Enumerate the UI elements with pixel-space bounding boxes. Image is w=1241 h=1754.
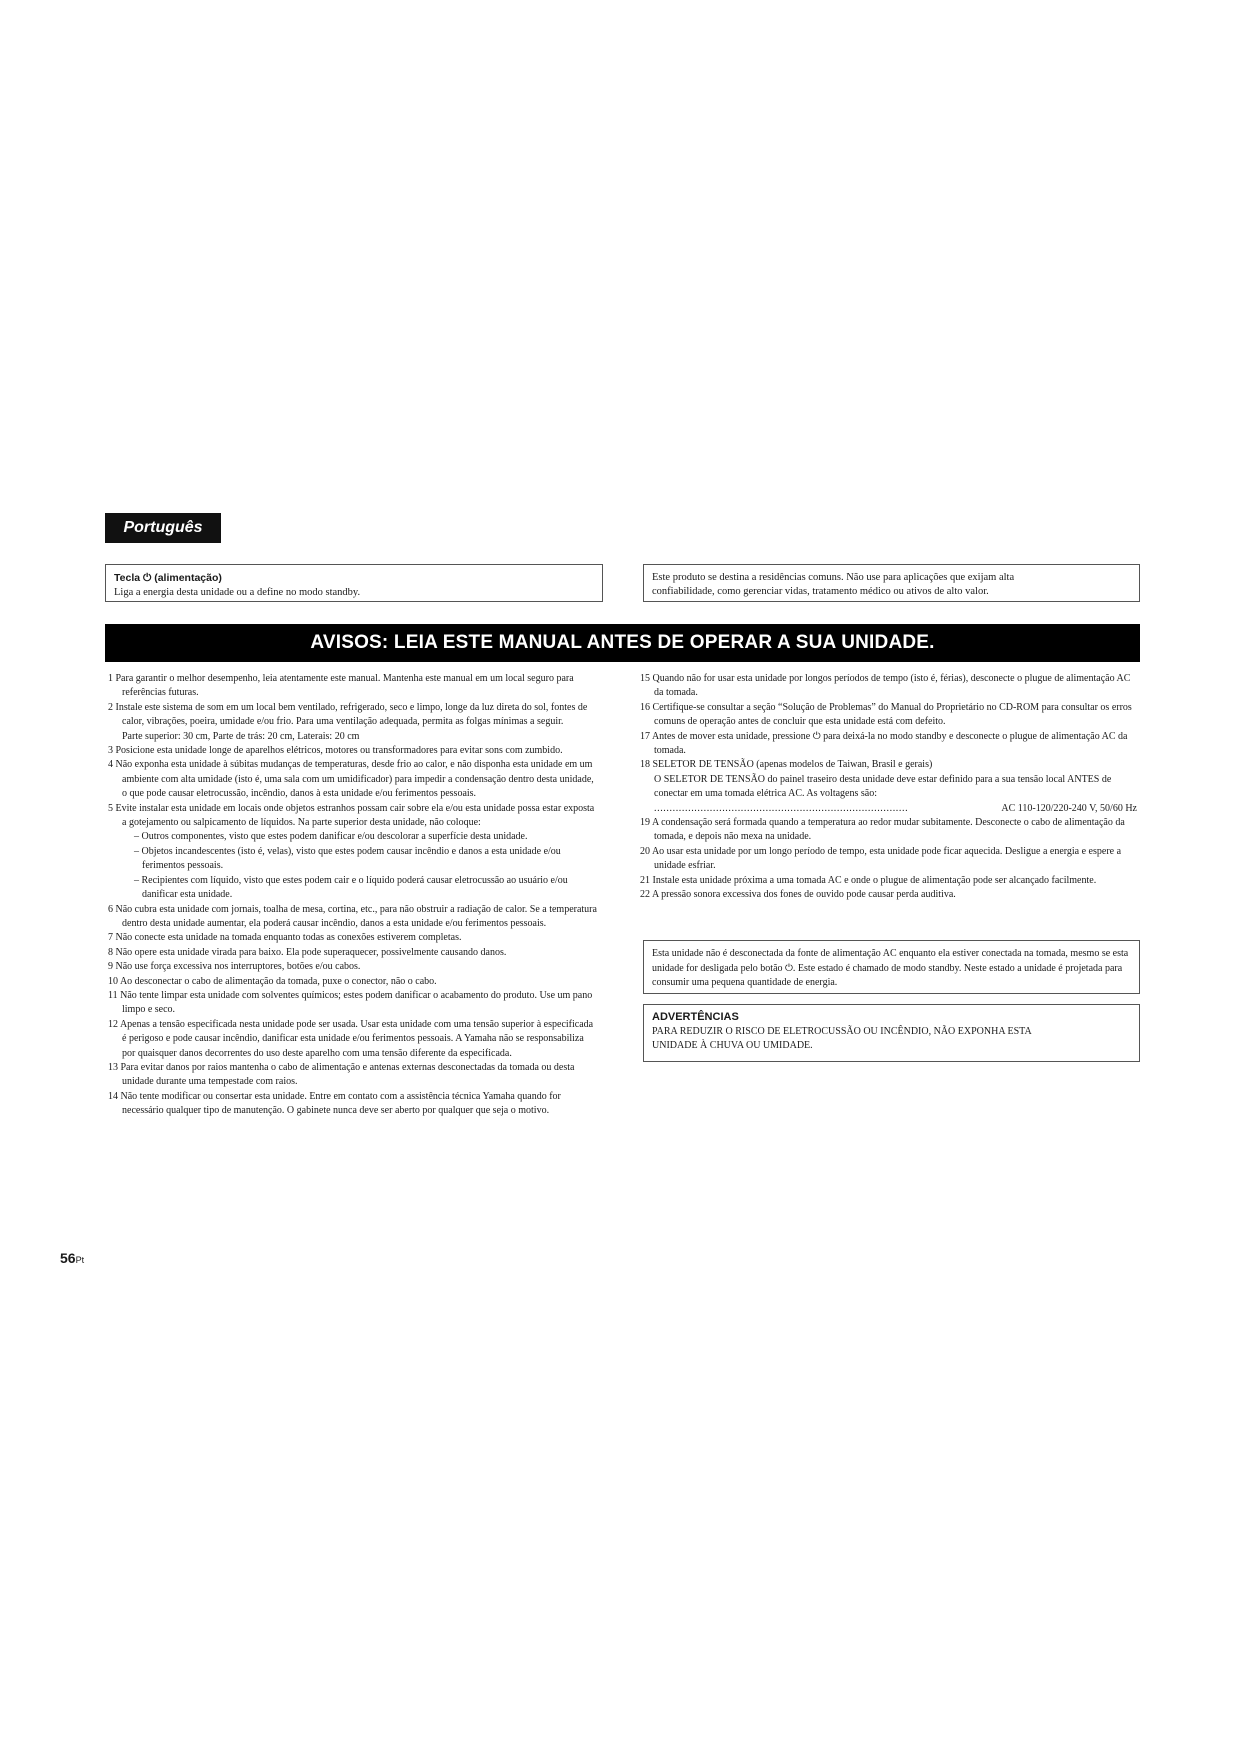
sub-item: – Outros componentes, visto que estes podem danificar e/ou descolorar a superfície desta unidade. xyxy=(134,831,528,843)
list-item: 13 Para evitar danos por raios mantenha o cabo de alimentação e antenas externas desconectadas da tomada ou desta unidade durante uma tempestade com raios. xyxy=(108,1061,575,1088)
power-key-text: Liga a energia desta unidade ou a define no modo standby. xyxy=(114,587,361,598)
advertencias-box xyxy=(643,1004,1140,1062)
list-item: 12 Apenas a tensão especificada nesta unidade pode ser usada. Usar esta unidade com uma tensão superior à especificada é perigoso e pode causar incêndio, danificar esta unidade e/ou ferimentos pessoais. A Yamaha não se responsabiliza por quaisquer danos decorrentes do uso deste aparelho com uma tensão diferente da especificada. xyxy=(108,1018,594,1059)
page-number: 56Pt xyxy=(60,1250,85,1266)
power-key-box xyxy=(105,564,603,602)
list-item: 16 Certifique-se consultar a seção “Solução de Problemas” do Manual do Proprietário no CD-ROM para consultar os erros comuns de operação antes de concluir que esta unidade está com defeito. xyxy=(640,701,1132,728)
list-item: 11 Não tente limpar esta unidade com solventes químicos; estes podem danificar o acabamento do produto. Use um pano limpo e seco. xyxy=(108,989,593,1016)
list-item: 1 Para garantir o melhor desempenho, leia atentamente este manual. Mantenha este manual em um local seguro para referências futuras. xyxy=(108,673,574,699)
advertencias-title: ADVERTÊNCIAS xyxy=(652,1011,739,1023)
list-item: 15 Quando não for usar esta unidade por longos períodos de tempo (isto é, férias), desconecte o plugue de alimentação AC da tomada. xyxy=(640,673,1131,699)
warnings-list-left xyxy=(108,672,598,1119)
power-key-title: Tecla ⏻ (alimentação) xyxy=(114,572,222,584)
standby-note-box xyxy=(643,940,1140,994)
list-item: 6 Não cubra esta unidade com jornais, toalha de mesa, cortina, etc., para não obstruir a radiação de calor. Se a temperatura dentro desta unidade aumentar, ela poderá causar incêndio, danos a esta unidade e/ou ferimentos pessoais. xyxy=(108,903,597,929)
intended-use-box xyxy=(643,564,1140,602)
list-item: 22 A pressão sonora excessiva dos fones de ouvido pode causar perda auditiva. xyxy=(640,889,956,901)
advertencias-line-1: PARA REDUZIR O RISCO DE ELETROCUSSÃO OU INCÊNDIO, NÃO EXPONHA ESTA xyxy=(652,1026,1032,1037)
list-item: 10 Ao desconectar o cabo de alimentação da tomada, puxe o conector, não o cabo. xyxy=(108,975,437,987)
warnings-banner: AVISOS: LEIA ESTE MANUAL ANTES DE OPERAR A SUA UNIDADE. xyxy=(105,624,1140,662)
list-item: 18 SELETOR DE TENSÃO (apenas modelos de Taiwan, Brasil e gerais) O SELETOR DE TENSÃO do painel traseiro desta unidade deve estar definido para a sua tensão local ANTES de conectar em uma tomada elétrica AC. As voltagens são: .................................................................................. AC 110-120/220-240 V, 50/60 Hz xyxy=(640,758,1137,816)
list-item: 9 Não use força excessiva nos interruptores, botões e/ou cabos. xyxy=(108,961,361,973)
list-item: 19 A condensação será formada quando a temperatura ao redor mudar subitamente. Desconecte o cabo de alimentação da tomada, e depois não mexa na unidade. xyxy=(640,817,1125,843)
list-item: 20 Ao usar esta unidade por um longo período de tempo, esta unidade pode ficar aquecida. Desligue a energia e espere a unidade esfriar. xyxy=(640,845,1122,872)
voltage-selector-note: O SELETOR DE TENSÃO do painel traseiro desta unidade deve estar definido para a sua tensão local ANTES de conectar em uma tomada elétrica AC. As voltagens são: xyxy=(654,773,1112,800)
intended-use-line-2: confiabilidade, como gerenciar vidas, tratamento médico ou ativos de alto valor. xyxy=(652,586,989,597)
list-item: 14 Não tente modificar ou consertar esta unidade. Entre em contato com a assistência técnica Yamaha quando for necessário qualquer tipo de manutenção. O gabinete nunca deve ser aberto por qualquer que seja o motivo. xyxy=(108,1090,561,1117)
sub-item: – Objetos incandescentes (isto é, velas), visto que estes podem causar incêndio e danos a esta unidade e/ou ferimentos pessoais. xyxy=(134,845,561,872)
list-item: 17 Antes de mover esta unidade, pressione ⏻ para deixá-la no modo standby e desconecte o plugue de alimentação AC da tomada. xyxy=(640,730,1128,757)
voltage-values: .................................................................................. AC 110-120/220-240 V, 50/60 Hz xyxy=(654,802,1137,814)
intended-use-line-1: Este produto se destina a residências comuns. Não use para aplicações que exijam alta xyxy=(652,572,1015,583)
sub-item: – Recipientes com líquido, visto que estes podem cair e o líquido poderá causar eletrocussão ao usuário e/ou danificar esta unidade. xyxy=(134,874,568,901)
list-item: 2 Instale este sistema de som em um local bem ventilado, refrigerado, seco e limpo, longe da luz direta do sol, fontes de calor, vibrações, poeira, umidade e/ou frio. Para uma ventilação adequada, permita as folgas mínimas a seguir. Parte superior: 30 cm, Parte de trás: 20 cm, Laterais: 20 cm xyxy=(108,701,598,744)
list-item: 4 Não exponha esta unidade à súbitas mudanças de temperaturas, desde frio ao calor, e não disponha esta unidade em um ambiente com alta umidade (isto é, uma sala com um umidificador) para impedir a condensação dentro desta unidade, o que pode causar eletrocussão, incêndio, danos à esta unidade e/ou ferimentos pessoais. xyxy=(108,759,594,800)
advertencias-line-2: UNIDADE À CHUVA OU UMIDADE. xyxy=(652,1040,813,1051)
list-item: 5 Evite instalar esta unidade em locais onde objetos estranhos possam cair sobre ela e/ou esta unidade possa estar exposta a gotejamento ou salpicamento de líquidos. Na parte superior desta unidade, não coloque: – Outros componentes, visto que estes podem danificar e/ou descolorar a superfície desta unidade. – Objetos incandescentes (isto é, velas), visto que estes podem causar incêndio e danos a esta unidade e/ou ferimentos pessoais. – Recipientes com líquido, visto que estes podem cair e o líquido poderá causar eletrocussão ao usuário e/ou danificar esta unidade. xyxy=(108,802,598,903)
standby-note-text: Esta unidade não é desconectada da fonte de alimentação AC enquanto ela estiver conectada na tomada, mesmo se esta unidade for desligada pelo botão ⏻. Este estado é chamado de modo standby. Neste estado a unidade é projetada para consumir uma pequena quantidade de energia. xyxy=(652,948,1129,988)
list-item: 3 Posicione esta unidade longe de aparelhos elétricos, motores ou transformadores para evitar sons com zumbido. xyxy=(108,745,563,757)
language-tab: Português xyxy=(105,513,221,543)
list-item: 21 Instale esta unidade próxima a uma tomada AC e onde o plugue de alimentação pode ser alcançado facilmente. xyxy=(640,874,1097,886)
warnings-list-right xyxy=(640,672,1137,903)
list-item: 7 Não conecte esta unidade na tomada enquanto todas as conexões estiverem completas. xyxy=(108,932,462,944)
list-item: 8 Não opere esta unidade virada para baixo. Ela pode superaquecer, possivelmente causando danos. xyxy=(108,946,507,958)
clearance-values: Parte superior: 30 cm, Parte de trás: 20 cm, Laterais: 20 cm xyxy=(122,730,360,742)
